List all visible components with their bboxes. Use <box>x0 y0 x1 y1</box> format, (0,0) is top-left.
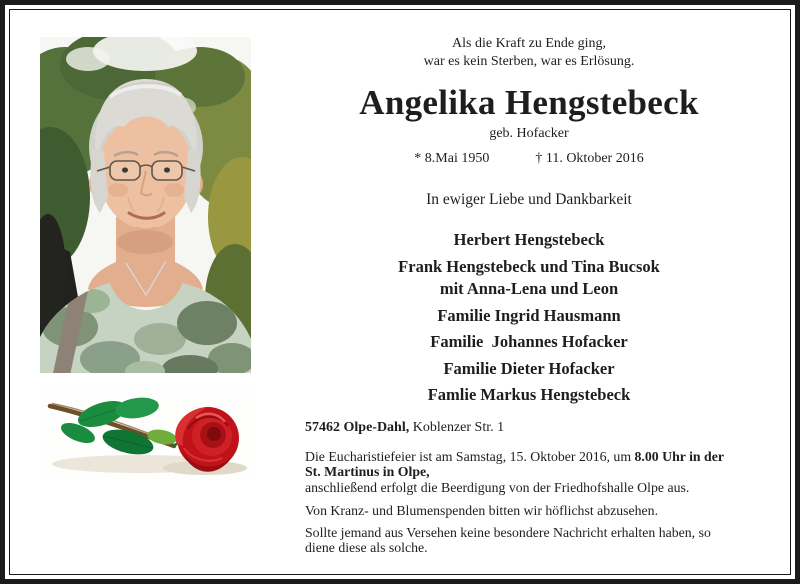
flowers-note: Von Kranz- und Blumenspenden bitten wir höflichst abzusehen. <box>305 503 659 518</box>
maiden-name: geb. Hofacker <box>489 126 569 141</box>
address-postal: 57462 Olpe-Dahl, <box>305 420 410 435</box>
eye-right <box>164 167 170 172</box>
service-line-3: anschließend erfolgt die Beerdigung von der Friedhofshalle Olpe aus. <box>305 479 690 495</box>
mourner-line: Familie Ingrid Hausmann <box>437 305 621 325</box>
mourner-line: Familie Dieter Hofacker <box>443 358 615 378</box>
mourner-line: Herbert Hengstebeck <box>453 230 605 249</box>
dedication-line: In ewiger Liebe und Dankbarkeit <box>426 191 632 208</box>
eye-left <box>122 167 128 172</box>
deceased-name: Angelika Hengstebeck <box>359 83 699 122</box>
death-date: † 11. Oktober 2016 <box>535 151 644 166</box>
quote-line-1: Als die Kraft zu Ende ging, <box>452 36 606 51</box>
opening-quote <box>300 35 758 70</box>
quote-line-2: war es kein Sterben, war es Erlösung. <box>423 53 635 69</box>
mourner-line: Frank Hengstebeck und Tina Bucsok <box>398 256 660 276</box>
mourner-line: mit Anna-Lena und Leon <box>439 279 619 298</box>
mourner-line: Famlie Markus Hengstebeck <box>427 385 631 404</box>
rose-illustration <box>40 388 253 480</box>
mourner-line: Familie Johannes Hofacker <box>430 332 628 351</box>
address-line <box>305 420 775 436</box>
birth-date: * 8.Mai 1950 <box>414 151 490 166</box>
notification-note: Sollte jemand aus Versehen keine besondere Nachricht erhalten haben, so diene diese als solche. <box>305 525 711 556</box>
rose-photo <box>40 388 253 480</box>
life-dates <box>300 150 758 167</box>
portrait-photo <box>40 37 251 373</box>
address-street: Koblenzer Str. 1 <box>412 420 505 435</box>
service-line-2: St. Martinus in Olpe, <box>305 464 430 480</box>
portrait-illustration <box>40 37 251 373</box>
service-line-1: Die Eucharistiefeier ist am Samstag, 15. Oktober 2016, um 8.00 Uhr in der <box>305 449 724 464</box>
service-paragraph <box>305 449 775 495</box>
chin-shadow <box>117 230 173 254</box>
mourners-list <box>300 230 758 412</box>
